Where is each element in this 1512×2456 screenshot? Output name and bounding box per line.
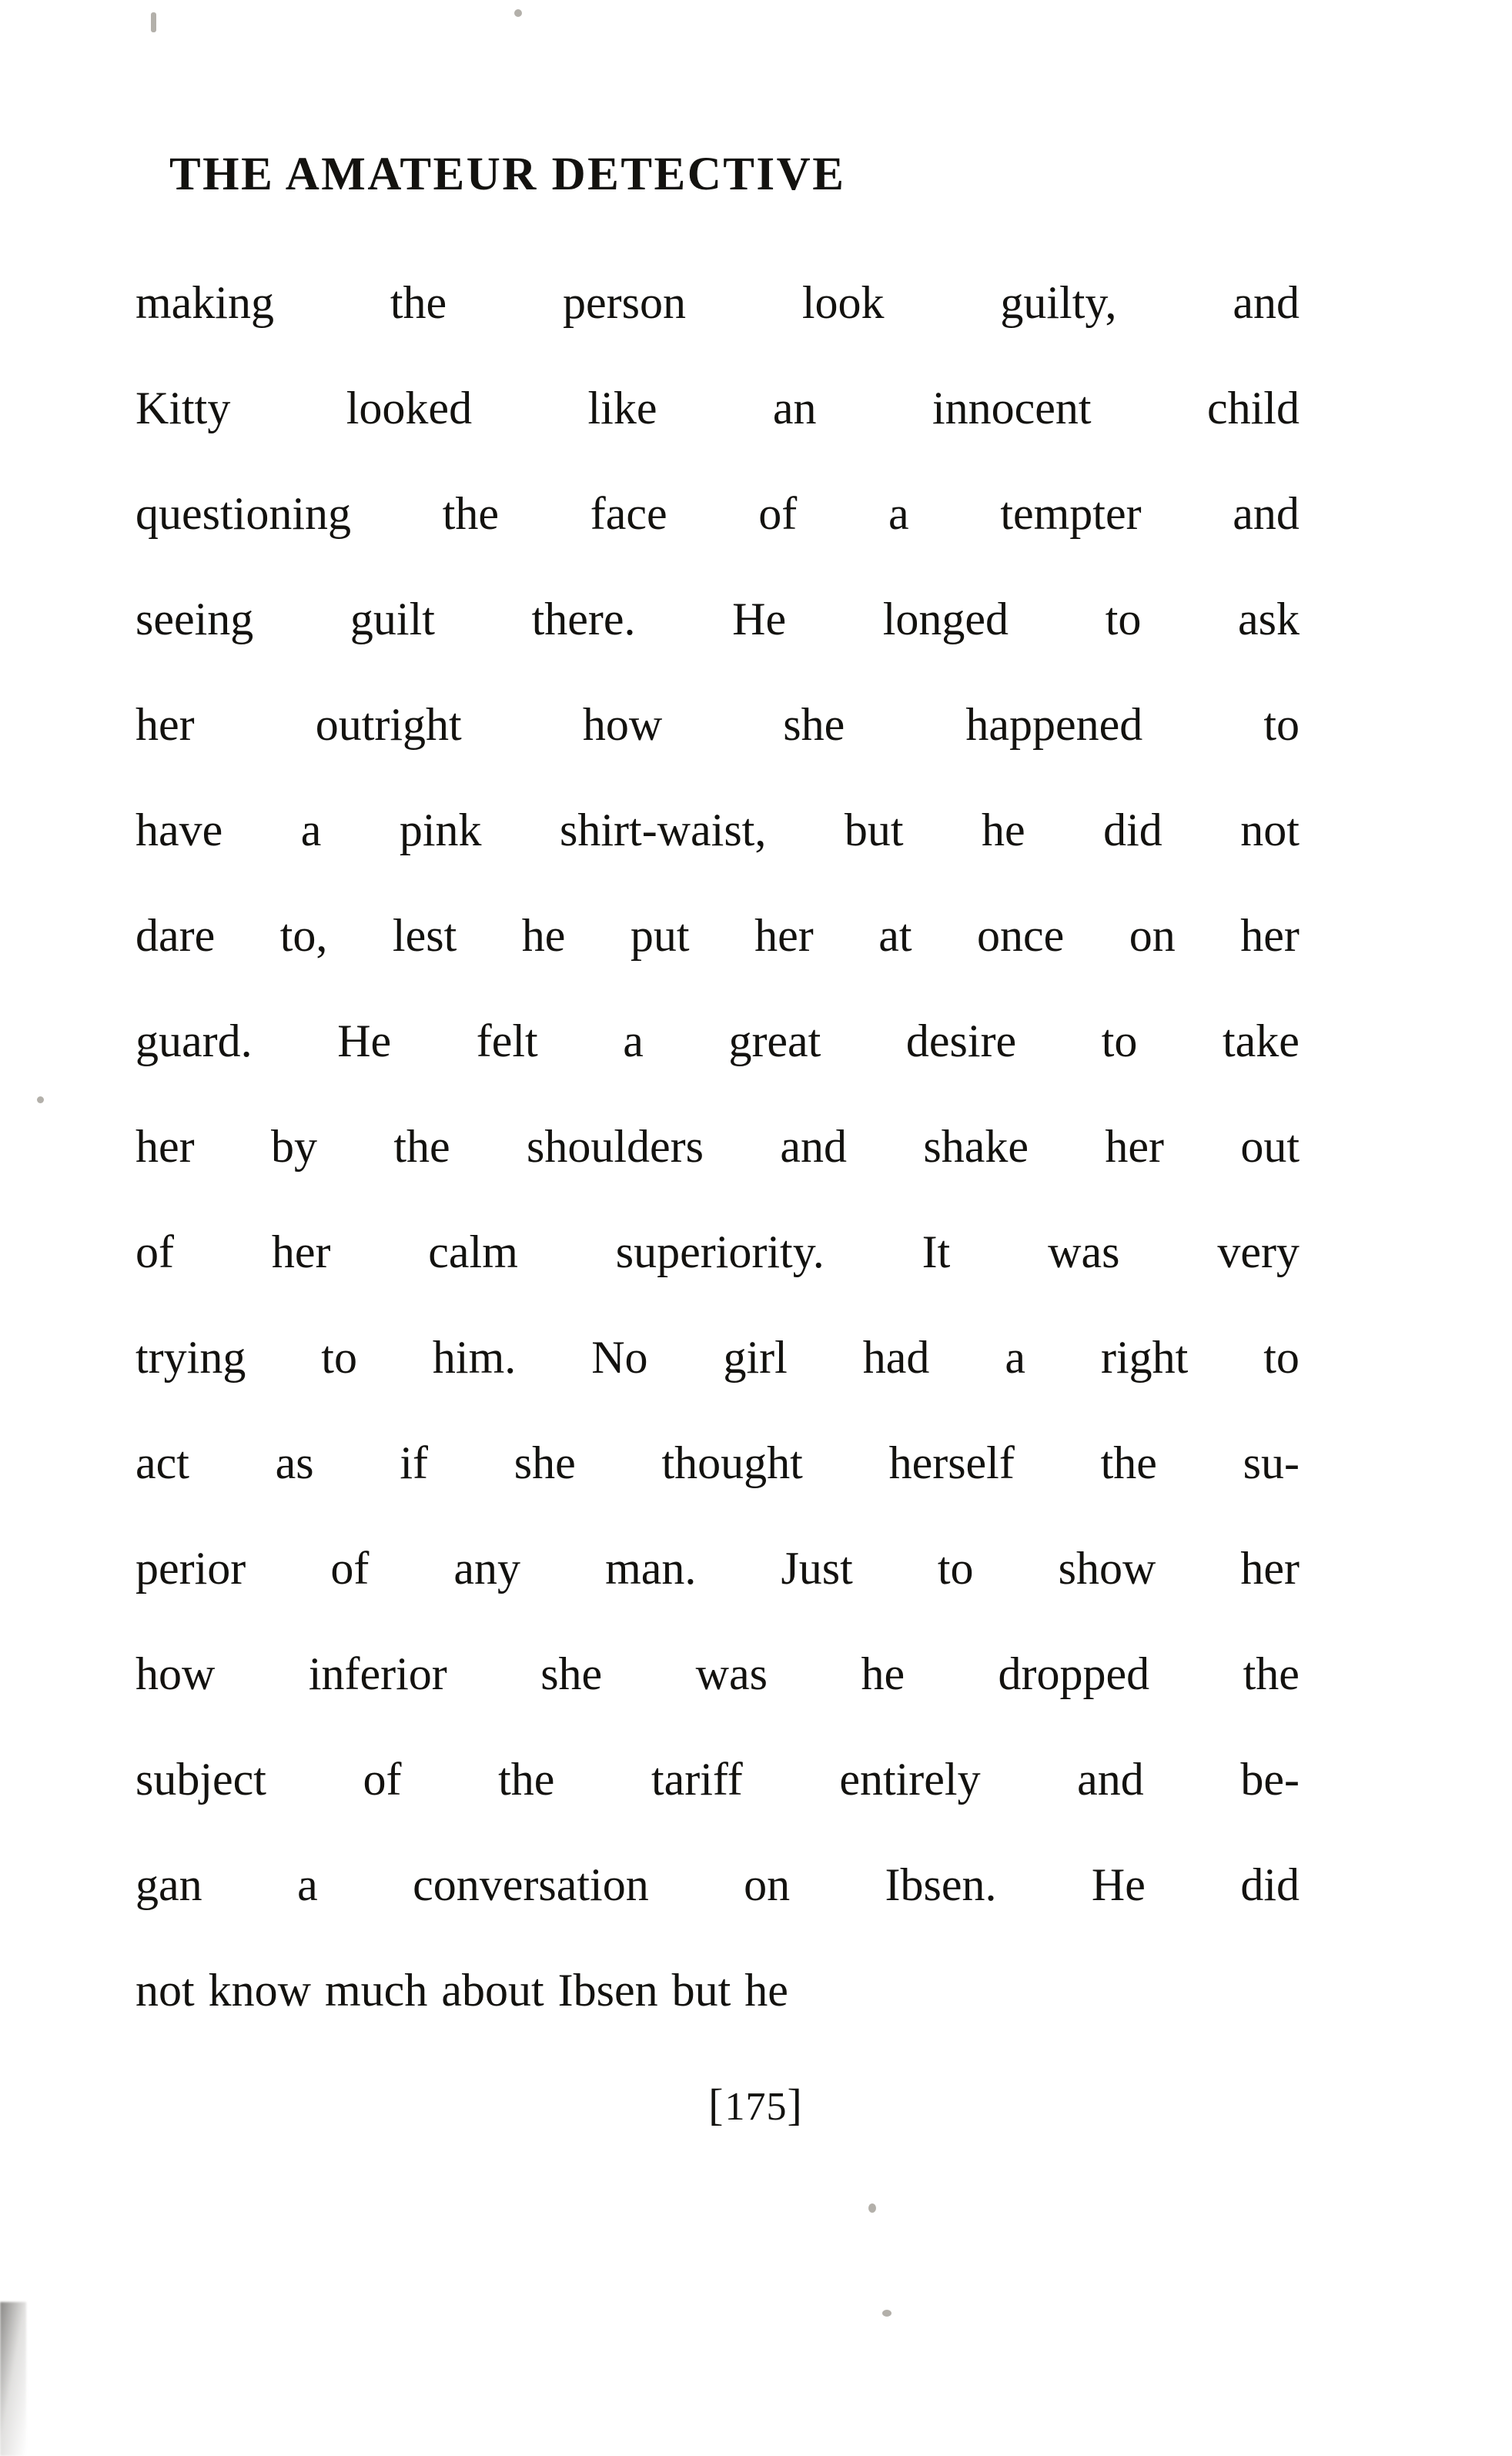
text-line <box>135 1938 1300 2043</box>
word: about <box>441 1965 544 2016</box>
word: gan <box>135 1859 202 1910</box>
word: the <box>393 1121 450 1172</box>
word: much <box>325 1965 428 2016</box>
word: trying <box>135 1332 246 1383</box>
word: looked <box>346 383 473 433</box>
word: her <box>135 699 195 750</box>
page-folio <box>0 2079 1512 2130</box>
word: subject <box>135 1754 266 1805</box>
word: at <box>878 910 912 961</box>
word: a <box>1005 1332 1026 1383</box>
folio-bracket-close: ] <box>787 2080 804 2130</box>
word: her <box>1240 1543 1300 1594</box>
word: a <box>623 1016 644 1066</box>
word: making <box>135 277 274 328</box>
word: great <box>728 1016 821 1066</box>
text-line-content <box>135 1621 1300 1727</box>
word: innocent <box>932 383 1092 433</box>
text-line-content <box>135 1094 1300 1200</box>
word: he <box>861 1648 905 1699</box>
word: her <box>271 1226 331 1277</box>
text-line <box>135 250 1300 356</box>
word: to, <box>279 910 328 961</box>
word: and <box>780 1121 847 1172</box>
word: the <box>442 488 500 539</box>
word: thought <box>661 1437 803 1488</box>
word: the <box>390 277 447 328</box>
word: lest <box>392 910 457 961</box>
word: He <box>732 594 787 644</box>
text-line-content <box>135 1727 1300 1832</box>
word: guard. <box>135 1016 253 1066</box>
word: take <box>1222 1016 1300 1066</box>
word: a <box>888 488 909 539</box>
word: as <box>275 1437 314 1488</box>
word: ask <box>1238 594 1300 644</box>
word: It <box>922 1226 951 1277</box>
word: she <box>540 1648 603 1699</box>
word: her <box>135 1121 195 1172</box>
word: to <box>1101 1016 1138 1066</box>
word: dare <box>135 910 216 961</box>
word: pink <box>399 805 482 855</box>
word: her <box>1105 1121 1164 1172</box>
word: tariff <box>651 1754 743 1805</box>
running-head: THE AMATEUR DETECTIVE <box>169 149 846 200</box>
word: but <box>671 1965 731 2016</box>
text-line-content <box>135 356 1300 461</box>
text-line <box>135 1094 1300 1200</box>
word: have <box>135 805 223 855</box>
text-line-content <box>135 461 1300 567</box>
scan-speck-icon <box>37 1096 44 1103</box>
word: to <box>937 1543 974 1594</box>
word: of <box>135 1226 174 1277</box>
text-line <box>135 672 1300 778</box>
word: by <box>270 1121 317 1172</box>
word: the <box>1243 1648 1300 1699</box>
text-line-content <box>135 1832 1300 1938</box>
word: Kitty <box>135 383 231 433</box>
text-line <box>135 567 1300 672</box>
word: guilt <box>350 594 435 644</box>
scan-speck-icon <box>882 2310 891 2317</box>
word: the <box>498 1754 555 1805</box>
word: like <box>587 383 657 433</box>
word: was <box>1048 1226 1120 1277</box>
word: person <box>563 277 686 328</box>
text-line-content <box>135 250 1300 356</box>
word: guilty, <box>1000 277 1117 328</box>
word: any <box>453 1543 521 1594</box>
scan-speck-icon <box>514 9 522 17</box>
word: look <box>801 277 885 328</box>
word: and <box>1077 1754 1144 1805</box>
scan-speck-icon <box>868 2203 876 2213</box>
word: happened <box>965 699 1143 750</box>
word: a <box>297 1859 318 1910</box>
word: conversation <box>413 1859 649 1910</box>
word: man. <box>605 1543 697 1594</box>
text-line-content <box>135 1410 1300 1516</box>
text-line-content <box>135 1938 1300 2043</box>
word: very <box>1217 1226 1300 1277</box>
word: to <box>1263 699 1300 750</box>
text-line <box>135 883 1300 989</box>
word: Ibsen. <box>885 1859 997 1910</box>
text-line-content <box>135 778 1300 883</box>
word: superiority. <box>615 1226 825 1277</box>
word: not <box>1240 805 1300 855</box>
text-line-content <box>135 1516 1300 1621</box>
word: to <box>1263 1332 1300 1383</box>
word: shirt-waist, <box>560 805 767 855</box>
word: put <box>630 910 690 961</box>
word: herself <box>888 1437 1015 1488</box>
word: her <box>754 910 814 961</box>
word: of <box>363 1754 402 1805</box>
page-edge-smudge <box>0 2302 26 2456</box>
word: did <box>1103 805 1162 855</box>
text-line-content <box>135 1200 1300 1305</box>
word: she <box>513 1437 576 1488</box>
word: He <box>1091 1859 1146 1910</box>
text-line <box>135 1200 1300 1305</box>
word: on <box>744 1859 791 1910</box>
word: a <box>300 805 322 855</box>
folio-number: 175 <box>724 2085 788 2129</box>
word: how <box>135 1648 216 1699</box>
word: if <box>400 1437 429 1488</box>
word: entirely <box>839 1754 981 1805</box>
word: of <box>758 488 798 539</box>
word: child <box>1207 383 1300 433</box>
word: Ibsen <box>557 1965 658 2016</box>
word: of <box>330 1543 370 1594</box>
word: show <box>1058 1543 1156 1594</box>
text-line-content <box>135 1305 1300 1410</box>
scan-speck-icon <box>151 12 156 32</box>
text-line <box>135 1305 1300 1410</box>
word: face <box>590 488 667 539</box>
text-line <box>135 1410 1300 1516</box>
word: how <box>582 699 663 750</box>
word: be- <box>1240 1754 1300 1805</box>
word: she <box>783 699 845 750</box>
word: Just <box>781 1543 853 1594</box>
word: to <box>1105 594 1142 644</box>
word: on <box>1129 910 1176 961</box>
word: him. <box>432 1332 517 1383</box>
text-line-content <box>135 883 1300 989</box>
word: know <box>208 1965 312 2016</box>
word: and <box>1233 277 1300 328</box>
text-line <box>135 1832 1300 1938</box>
word: shake <box>923 1121 1029 1172</box>
word: outright <box>315 699 462 750</box>
text-line <box>135 778 1300 883</box>
word: out <box>1240 1121 1300 1172</box>
word: not <box>135 1965 195 2016</box>
text-line <box>135 1727 1300 1832</box>
word: He <box>337 1016 392 1066</box>
word: perior <box>135 1543 246 1594</box>
word: calm <box>428 1226 518 1277</box>
text-line <box>135 461 1300 567</box>
word: to <box>321 1332 357 1383</box>
text-line <box>135 356 1300 461</box>
word: there. <box>531 594 636 644</box>
text-line <box>135 1621 1300 1727</box>
text-line <box>135 1516 1300 1621</box>
text-line-content <box>135 989 1300 1094</box>
word: longed <box>882 594 1009 644</box>
folio-bracket-open: [ <box>708 2080 725 2130</box>
word: seeing <box>135 594 254 644</box>
word: act <box>135 1437 189 1488</box>
word: felt <box>476 1016 538 1066</box>
word: desire <box>905 1016 1017 1066</box>
word: inferior <box>308 1648 447 1699</box>
body-text <box>135 250 1300 2043</box>
text-column <box>135 151 1300 2043</box>
word: he <box>981 805 1025 855</box>
word: but <box>844 805 904 855</box>
word: an <box>772 383 817 433</box>
word: her <box>1240 910 1300 961</box>
word: girl <box>723 1332 788 1383</box>
text-line-content <box>135 567 1300 672</box>
word: once <box>977 910 1065 961</box>
word: was <box>695 1648 768 1699</box>
word: did <box>1240 1859 1300 1910</box>
text-line-content <box>135 672 1300 778</box>
word: the <box>1100 1437 1157 1488</box>
word: tempter <box>1000 488 1142 539</box>
word: su- <box>1243 1437 1300 1488</box>
text-line <box>135 989 1300 1094</box>
word: No <box>591 1332 648 1383</box>
word: had <box>862 1332 930 1383</box>
word: dropped <box>998 1648 1150 1699</box>
word: right <box>1100 1332 1189 1383</box>
word: he <box>744 1965 788 2016</box>
word: shoulders <box>527 1121 704 1172</box>
word: and <box>1233 488 1300 539</box>
word: he <box>521 910 566 961</box>
word: questioning <box>135 488 351 539</box>
